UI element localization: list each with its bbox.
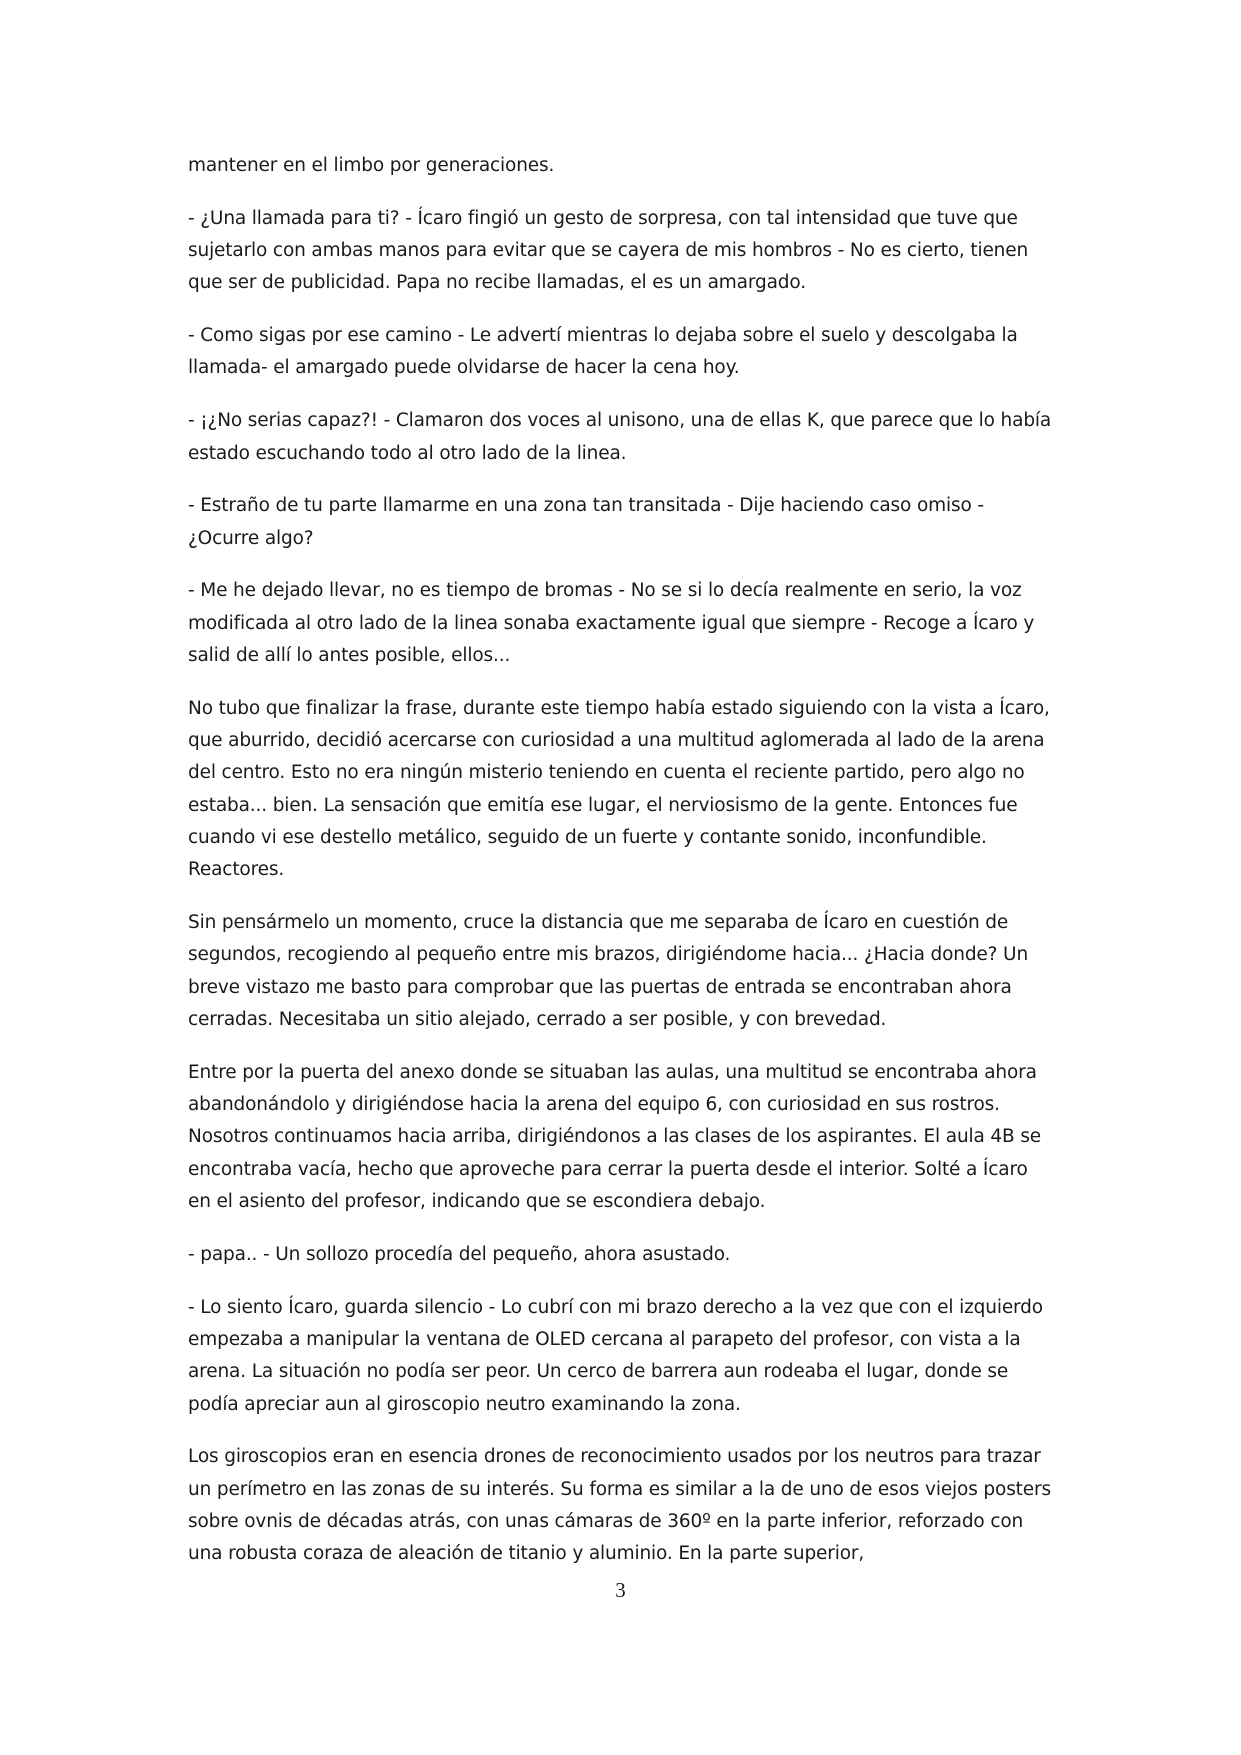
- paragraph: Los giroscopios eran en esencia drones de reconocimiento usados por los neutros para trazar un perímetro en las zonas de su interés. Su forma es similar a la de uno de esos viejos posters sobre ovnis de décadas atrás, con unas cámaras de 360º en la parte inferior, reforzado con una robusta coraza de aleación de titanio y aluminio. En la parte superior,: [188, 1446, 1051, 1565]
- paragraph: - ¡¿No serias capaz?! - Clamaron dos voces al unisono, una de ellas K, que parece que lo había estado escuchando todo al otro lado de la linea.: [188, 410, 1052, 464]
- paragraph: - Lo siento Ícaro, guarda silencio - Lo cubrí con mi brazo derecho a la vez que con el izquierdo empezaba a manipular la ventana de OLED cercana al parapeto del profesor, con vista a la arena. La situación no podía ser peor. Un cerco de barrera aun rodeaba el lugar, donde se podía apreciar aun al giroscopio neutro examinando la zona.: [188, 1296, 1043, 1415]
- paragraph: - ¿Una llamada para ti? - Ícaro fingió un gesto de sorpresa, con tal intensidad que tuve que sujetarlo con ambas manos para evitar que se cayera de mis hombros - No es cierto, tienen que ser de publicidad. Papa no recibe llamadas, el es un amargado.: [188, 207, 1029, 294]
- paragraph: - papa.. - Un sollozo procedía del pequeño, ahora asustado.: [188, 1243, 731, 1265]
- paragraph: Entre por la puerta del anexo donde se situaban las aulas, una multitud se encontraba ahora abandonándolo y dirigiéndose hacia la arena del equipo 6, con curiosidad en sus rostros. Nosotros continuamos hacia arriba, dirigiéndonos a las clases de los aspirantes. El aula 4B se encontraba vacía, hecho que aproveche para cerrar la puerta desde el interior. Solté a Ícaro en el asiento del profesor, indicando que se escondiera debajo.: [188, 1061, 1042, 1213]
- paragraph: Sin pensármelo un momento, cruce la distancia que me separaba de Ícaro en cuestión de segundos, recogiendo al pequeño entre mis brazos, dirigiéndome hacia... ¿Hacia donde? Un breve vistazo me basto para comprobar que las puertas de entrada se encontraban ahora cerradas. Necesitaba un sitio alejado, cerrado a ser posible, y con brevedad.: [188, 912, 1029, 1031]
- page-body-text: [188, 150, 1054, 1591]
- paragraph: - Estraño de tu parte llamarme en una zona tan transitada - Dije haciendo caso omiso - ¿Ocurre algo?: [188, 495, 984, 549]
- paragraph: - Como sigas por ese camino - Le advertí mientras lo dejaba sobre el suelo y descolgaba la llamada- el amargado puede olvidarse de hacer la cena hoy.: [188, 325, 1018, 379]
- paragraph: No tubo que finalizar la frase, durante este tiempo había estado siguiendo con la vista a Ícaro, que aburrido, decidió acercarse con curiosidad a una multitud aglomerada al lado de la arena del centro. Esto no era ningún misterio teniendo en cuenta el reciente partido, pero algo no estaba... bien. La sensación que emitía ese lugar, el nerviosismo de la gente. Entonces fue cuando vi ese destello metálico, seguido de un fuerte y contante sonido, inconfundible. Reactores.: [188, 697, 1050, 881]
- paragraph: mantener en el limbo por generaciones.: [188, 155, 555, 176]
- page-number: 3: [615, 1578, 626, 1602]
- paragraph: - Me he dejado llevar, no es tiempo de bromas - No se si lo decía realmente en serio, la voz modificada al otro lado de la linea sonaba exactamente igual que siempre - Recoge a Ícaro y salid de allí lo antes posible, ellos...: [188, 580, 1035, 667]
